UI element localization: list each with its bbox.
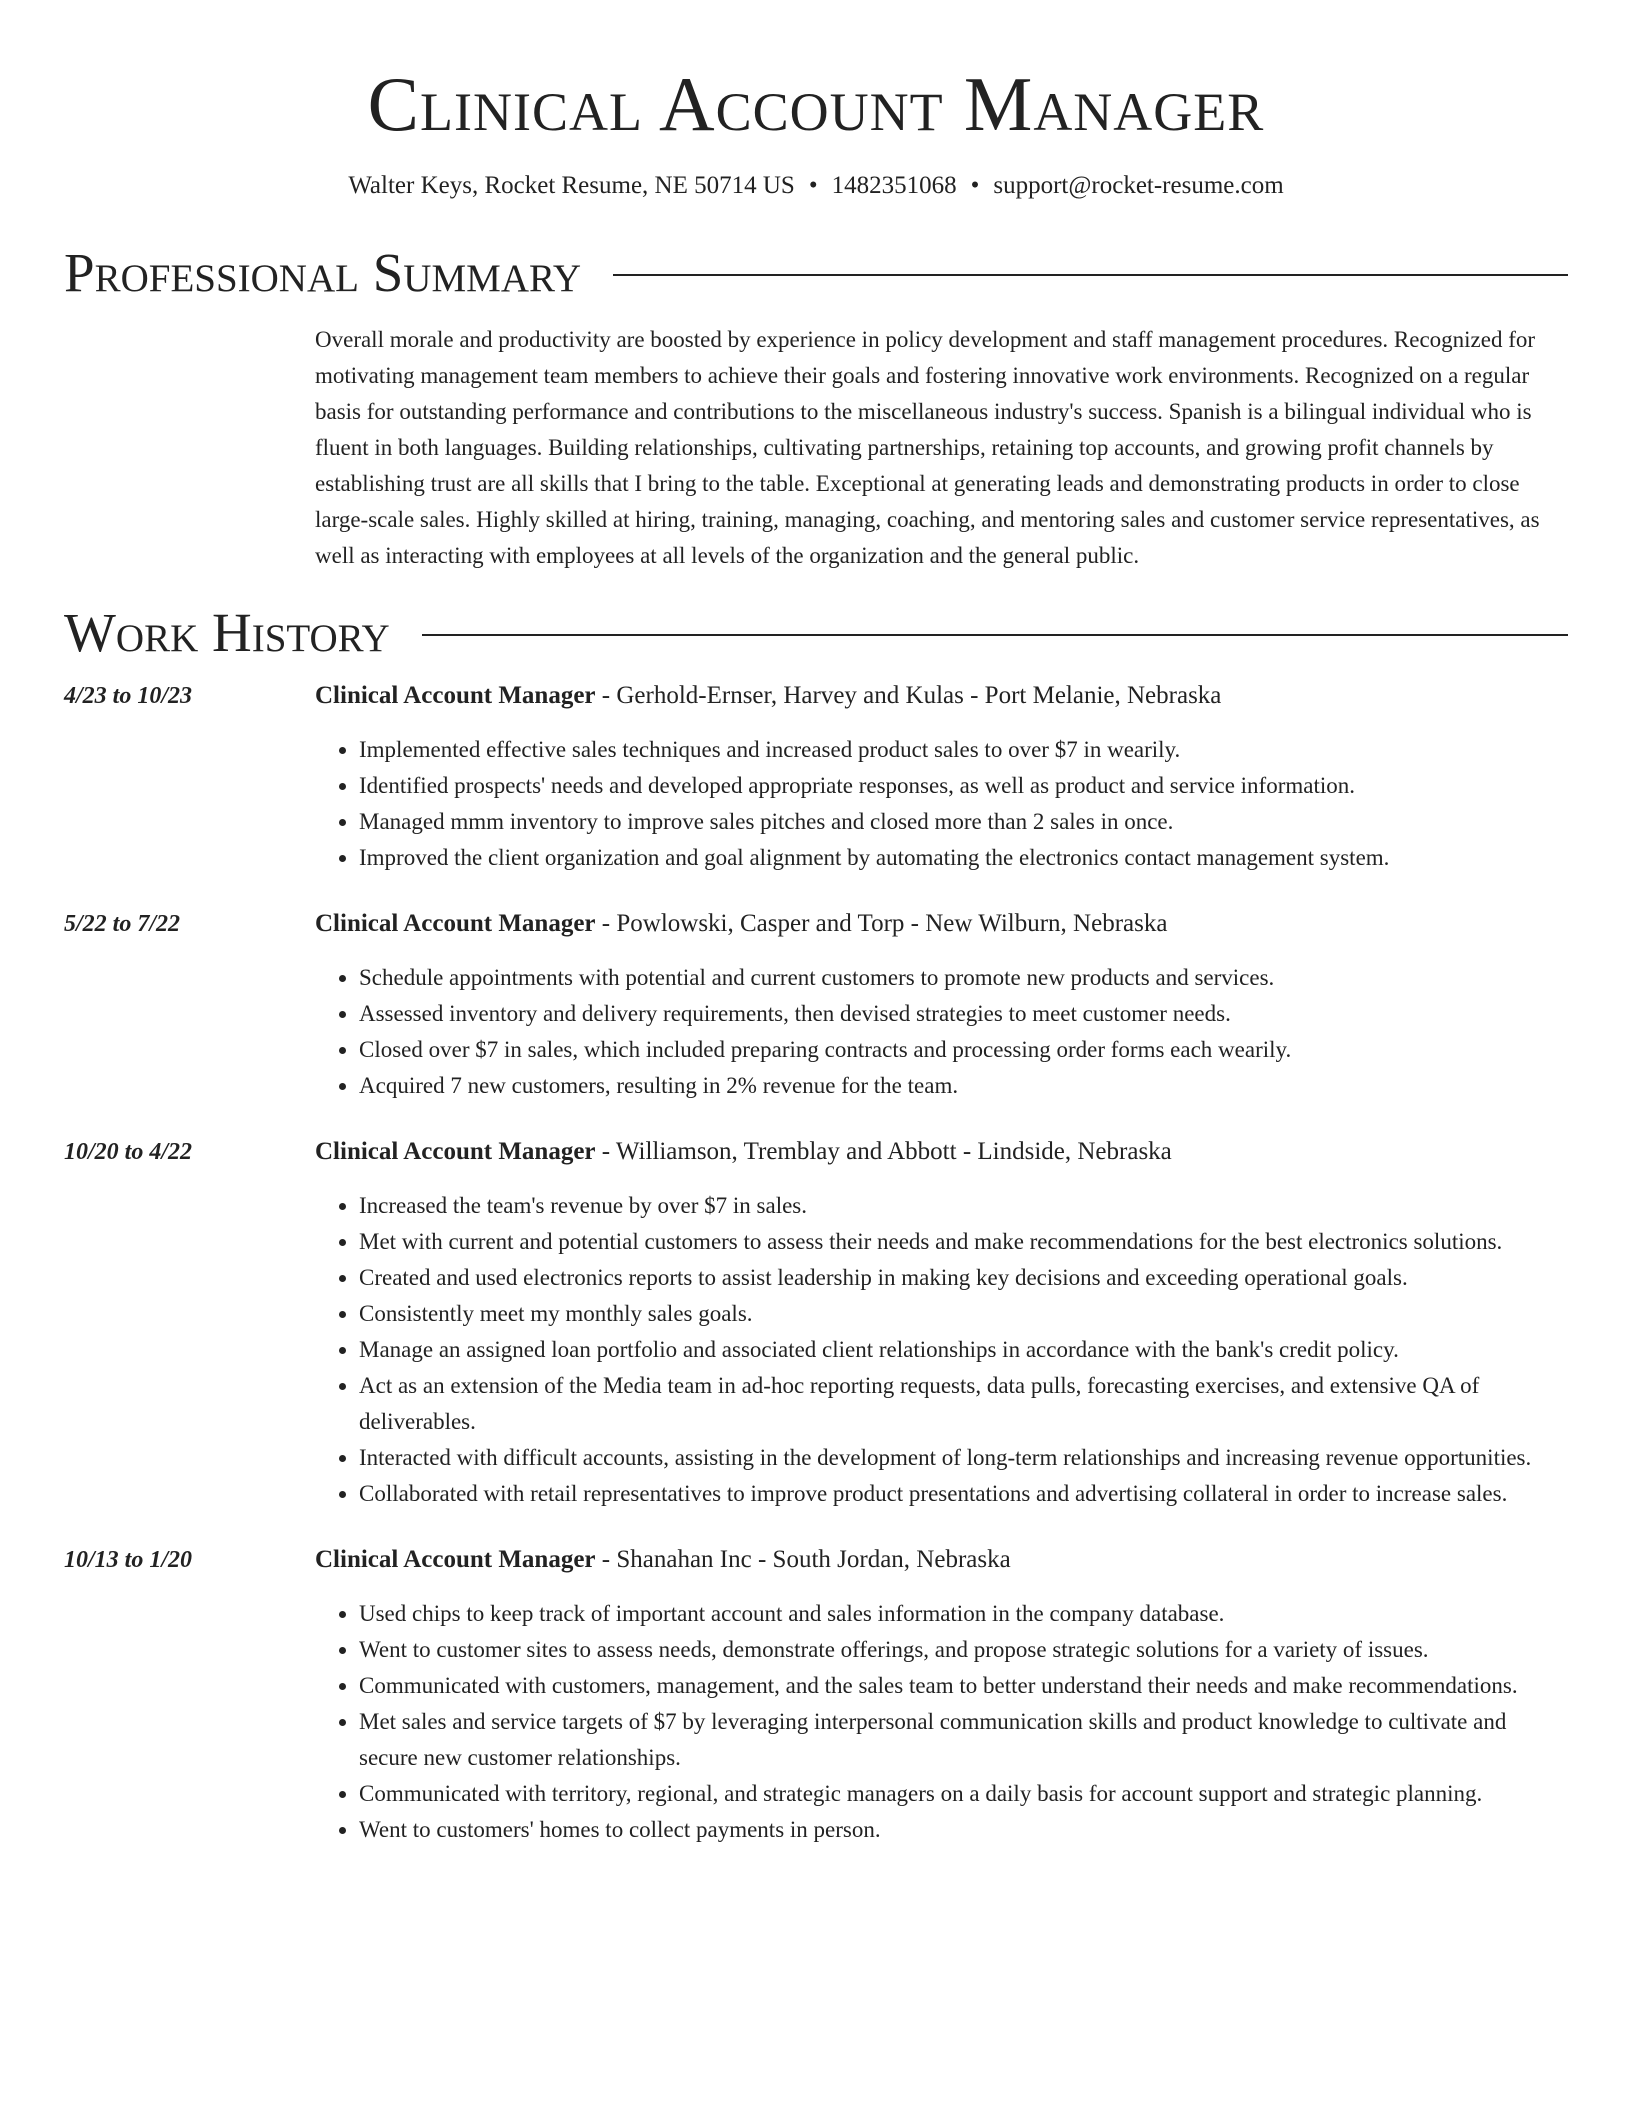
job-bullet-list [315, 1188, 1568, 1512]
job-title: Clinical Account Manager [315, 682, 596, 709]
summary-heading: Professional Summary [64, 242, 582, 303]
job-heading [315, 906, 1568, 942]
job-entry [64, 906, 1568, 1104]
job-dates: 10/13 to 1/20 [64, 1547, 193, 1573]
job-bullet: • Collaborated with retail representatives to improve product presentations and advertising collateral in order to increase sales. [359, 1476, 1568, 1512]
job-bullet: • Identified prospects' needs and developed appropriate responses, as well as product and service information. [359, 768, 1568, 804]
job-dates: 10/20 to 4/22 [64, 1139, 193, 1165]
job-bullet: • Consistently meet my monthly sales goals. [359, 1296, 1568, 1332]
job-bullet: • Communicated with territory, regional, and strategic managers on a daily basis for account support and strategic planning. [359, 1776, 1568, 1812]
work-history-list [64, 678, 1568, 1848]
job-dates: 4/23 to 10/23 [64, 683, 193, 709]
contact-address: Walter Keys, Rocket Resume, NE 50714 US [348, 172, 795, 199]
job-company-location: - Powlowski, Casper and Torp - New Wilburn, Nebraska [595, 910, 1168, 937]
job-bullet: • Used chips to keep track of important account and sales information in the company database. [359, 1596, 1568, 1632]
job-body [315, 1134, 1568, 1512]
job-bullet: • Communicated with customers, management, and the sales team to better understand their needs and make recommendations. [359, 1668, 1568, 1704]
job-bullet-list [315, 1596, 1568, 1848]
contact-phone: 1482351068 [831, 172, 957, 199]
job-title: Clinical Account Manager [315, 1546, 596, 1573]
job-body [315, 906, 1568, 1104]
job-heading [315, 1542, 1568, 1578]
contact-email: support@rocket-resume.com [993, 172, 1284, 199]
job-heading [315, 1134, 1568, 1170]
job-body [315, 1542, 1568, 1848]
job-bullet: • Acquired 7 new customers, resulting in 2% revenue for the team. [359, 1068, 1568, 1104]
summary-text: Overall morale and productivity are boosted by experience in policy development and staff management procedures. Recognized for motivating management team members to achieve their goals and fostering innovative work environments. Recognized on a regular basis for outstanding performance and contributions to the miscellaneous industry's success. Spanish is a bilingual individual who is fluent in both languages. Building relationships, cultivating partnerships, retaining top accounts, and growing profit channels by establishing trust are all skills that I bring to the table. Exceptional at generating leads and demonstrating products in order to close large-scale sales. Highly skilled at hiring, training, managing, coaching, and mentoring sales and customer service representatives, as well as interacting with employees at all levels of the organization and the general public. [315, 327, 1540, 568]
job-bullet: • Improved the client organization and goal alignment by automating the electronics contact management system. [359, 840, 1568, 876]
job-dates: 5/22 to 7/22 [64, 911, 181, 937]
job-company-location: - Gerhold-Ernser, Harvey and Kulas - Port Melanie, Nebraska [595, 682, 1222, 709]
job-bullet-list [315, 732, 1568, 876]
job-title: Clinical Account Manager [315, 910, 596, 937]
job-entry [64, 1134, 1568, 1512]
job-bullet: • Implemented effective sales techniques and increased product sales to over $7 in wearily. [359, 732, 1568, 768]
job-bullet: • Schedule appointments with potential and current customers to promote new products and services. [359, 960, 1568, 996]
job-entry [64, 1542, 1568, 1848]
job-bullet: • Interacted with difficult accounts, assisting in the development of long-term relationships and increasing revenue opportunities. [359, 1440, 1568, 1476]
section-divider [613, 274, 1568, 276]
job-bullet: • Managed mmm inventory to improve sales pitches and closed more than 2 sales in once. [359, 804, 1568, 840]
contact-line [64, 170, 1568, 202]
job-entry [64, 678, 1568, 876]
job-body [315, 678, 1568, 876]
work-section-header [64, 602, 1568, 664]
job-title: Clinical Account Manager [315, 1138, 596, 1165]
job-bullet: • Created and used electronics reports to assist leadership in making key decisions and exceeding operational goals. [359, 1260, 1568, 1296]
job-bullet: • Assessed inventory and delivery requirements, then devised strategies to meet customer needs. [359, 996, 1568, 1032]
work-heading: Work History [64, 602, 390, 663]
job-heading [315, 678, 1568, 714]
job-company-location: - Shanahan Inc - South Jordan, Nebraska [595, 1546, 1011, 1573]
contact-separator: • [970, 172, 980, 199]
page-title: Clinical Account Manager [367, 61, 1265, 147]
contact-separator: • [808, 172, 818, 199]
section-divider [422, 634, 1568, 636]
job-bullet: • Manage an assigned loan portfolio and associated client relationships in accordance with the bank's credit policy. [359, 1332, 1568, 1368]
job-bullet: • Increased the team's revenue by over $7 in sales. [359, 1188, 1568, 1224]
job-bullet: • Closed over $7 in sales, which included preparing contracts and processing order forms each wearily. [359, 1032, 1568, 1068]
job-bullet: • Met sales and service targets of $7 by leveraging interpersonal communication skills and product knowledge to cultivate and secure new customer relationships. [359, 1704, 1568, 1776]
job-bullet-list [315, 960, 1568, 1104]
job-bullet: • Met with current and potential customers to assess their needs and make recommendations for the best electronics solutions. [359, 1224, 1568, 1260]
job-bullet: • Act as an extension of the Media team in ad-hoc reporting requests, data pulls, forecasting exercises, and extensive QA of deliverables. [359, 1368, 1568, 1440]
summary-section-header [64, 242, 1568, 304]
job-bullet: • Went to customer sites to assess needs, demonstrate offerings, and propose strategic solutions for a variety of issues. [359, 1632, 1568, 1668]
job-bullet: • Went to customers' homes to collect payments in person. [359, 1812, 1568, 1848]
job-company-location: - Williamson, Tremblay and Abbott - Lindside, Nebraska [595, 1138, 1172, 1165]
